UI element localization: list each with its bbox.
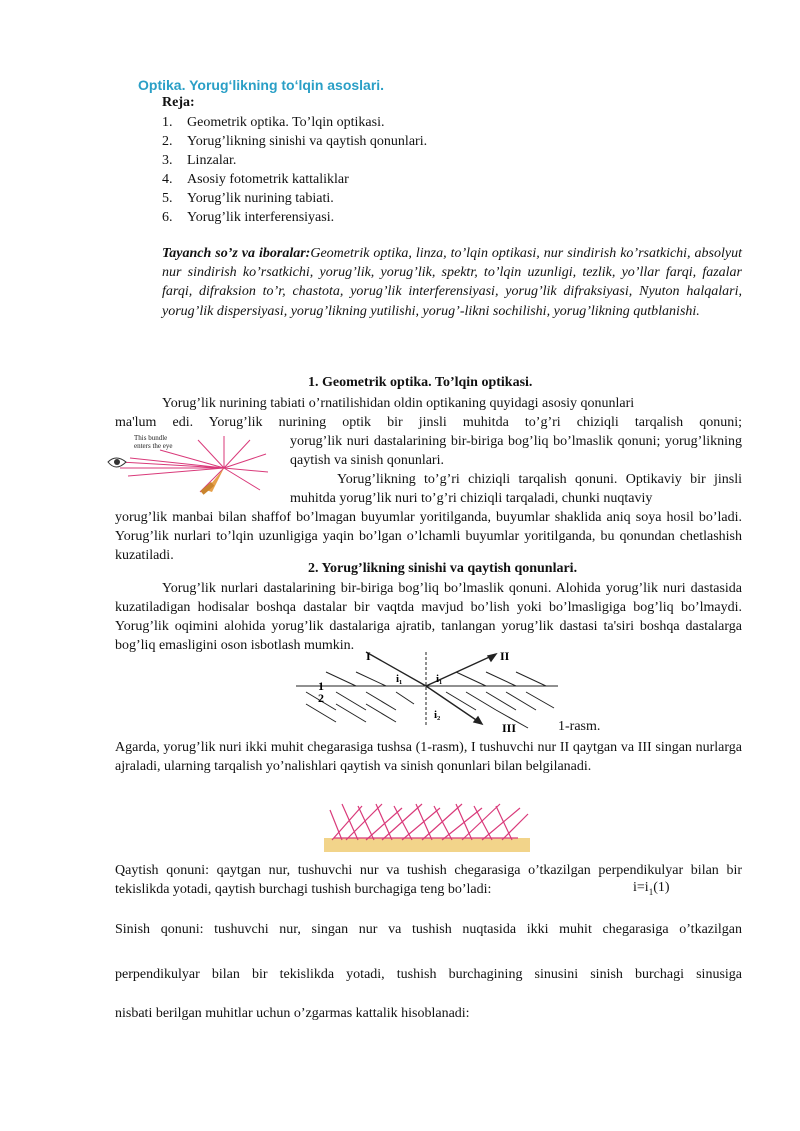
plan-item: 3. Linzalar. bbox=[162, 153, 237, 168]
surface bbox=[324, 838, 530, 852]
diffuse-reflection-figure bbox=[322, 800, 532, 854]
reflection-refraction-figure bbox=[296, 648, 558, 734]
section-2-paragraph-1: Yorug’lik nurlari dastalarining bir-biriga bog’liq bo’lmaslik qonuni. Alohida yorug’lik nuri dastasida kuzatiladigan hodisalar boshqa dastalar bir vaqtda mavjud bo’lish yoki bo’lmasligiga bog’liq bo’lmaydi. Yorug’lik oqimini alohida yorug’lik dastalariga ajratib, tanlangan yorug’lik dastasi ta'siri boshqa dastalarga bog’liq emasligini oson isbotlash mumkin. bbox=[115, 581, 742, 653]
plan-item: 1. Geometrik optika. To’lqin optikasi. bbox=[162, 115, 385, 130]
medium-hatching bbox=[296, 672, 558, 728]
figure-caption-line-2: enters the eye bbox=[134, 442, 173, 450]
plan-label: Reja: bbox=[162, 95, 195, 110]
diffuse-rays bbox=[330, 804, 528, 840]
medium-label-1: 1 bbox=[318, 679, 324, 693]
plan-item: 5. Yorug’lik nurining tabiati. bbox=[162, 191, 334, 206]
section-2-paragraph-4-line-1: Sinish qonuni: tushuvchi nur, singan nur va tushish nuqtasida ikki muhit chegarasiga o’tkazilgan bbox=[115, 922, 742, 937]
section-2-paragraph-3: Qaytish qonuni: qaytgan nur, tushuvchi nur va tushish chegarasiga o’tkazilgan perpendikulyar bilan bir tekislikda yotadi, qaytish burchagi tushish burchagiga teng bo’ladi: bbox=[115, 863, 742, 897]
angle-label-i2: i₂ bbox=[434, 709, 441, 721]
section-1-heading: 1. Geometrik optika. To’lqin optikasi. bbox=[308, 375, 533, 390]
medium-label-2: 2 bbox=[318, 691, 324, 705]
keywords-paragraph bbox=[162, 244, 742, 321]
angle-label-i1: i₁ bbox=[396, 673, 403, 685]
section-2-paragraph-4-line-2: perpendikulyar bilan bir tekislikda yotadi, tushish burchagining sinusini sinish burchagi sinusiga bbox=[115, 967, 742, 982]
ray-label-II: II bbox=[500, 649, 510, 663]
plan-item: 4. Asosiy fotometrik kattaliklar bbox=[162, 172, 349, 187]
section-2-paragraph-4-line-3: nisbati berilgan muhitlar uchun o’zgarmas kattalik hisoblanadi: bbox=[115, 1006, 470, 1021]
eye-icon bbox=[108, 458, 126, 467]
section-1-paragraph-1: Yorug’lik nurining tabiati o’rnatilishidan oldin optikaning quyidagi asosiy qonunlari ma'lum edi. Yorug’lik nurining optik bir jinsli muhitda to’g’ri chiziqli tarqalish qonuni; bbox=[115, 396, 742, 430]
section-1-paragraph-1-continued: yorug’lik nuri dastalarining bir-biriga bog’liq bo’lmaslik qonuni; yorug’likning qaytish va sinish qonunlari. bbox=[290, 434, 742, 468]
figure-caption-line-1: This bundle bbox=[134, 434, 168, 442]
plan-list bbox=[162, 113, 427, 227]
section-1-paragraph-2-start: Yorug’likning to’g’ri chiziqli tarqalish qonuni. Optikaviy bir jinsli muhitda yorug’lik nuri to’g’ri chiziqli tarqaladi, chunki nuqtaviy bbox=[290, 472, 742, 506]
section-2-heading: 2. Yorug’likning sinishi va qaytish qonunlari. bbox=[308, 561, 578, 576]
document-title: Optika. Yorug‘likning to‘lqin asoslari. bbox=[138, 77, 385, 93]
rays bbox=[366, 652, 496, 724]
reflection-formula: $i=i_1(1)$ bbox=[633, 880, 670, 897]
keywords-text: Geometrik optika, linza, to’lqin optikasi, nur sindirish ko’rsatkichi, absolyut nur sindirish ko’rsatkichi, yorug’lik, yorug’lik, spektr, to’lqin uzunligi, tezlik, yo’llar farqi, fazalar farqi, difraksion to’r, chastota, yorug’lik interferensiyasi, yorug’lik difraksiyasi, Nyuton halqalari, yorug’lik dispersiyasi, yorug’likning yutilishi, yorug’-likni sochilishi, yorug’likning qutblanishi. bbox=[162, 246, 742, 319]
section-1-paragraph-2-rest: yorug’lik manbai bilan shaffof bo’lmagan buyumlar yoritilganda, buyumlar shaklida aniq soya hosil bo’ladi. Yorug’lik nurlari to’lqin uzunligiga yaqin bo’lgan o’lchamli buyumlar yoritilganda, bu qonundan chetlashish kuzatiladi. bbox=[115, 510, 742, 563]
keywords-label: Tayanch so’z va iboralar: bbox=[162, 246, 311, 261]
angle-label-i1-reflected: i₁ bbox=[436, 673, 443, 685]
ray-label-III: III bbox=[502, 721, 517, 734]
light-bundle-eye-figure bbox=[100, 432, 272, 496]
ray-label-I: I bbox=[366, 649, 371, 663]
plan-item: 2. Yorug’likning sinishi va qaytish qonunlari. bbox=[162, 134, 428, 149]
plan-item: 6. Yorug’lik interferensiyasi. bbox=[162, 210, 335, 225]
section-2-paragraph-2: Agarda, yorug’lik nuri ikki muhit chegarasiga tushsa (1-rasm), I tushuvchi nur II qaytgan va III singan nurlarga ajraladi, ularning tarqalish yo’nalishlari qaytish va sinish qonunlari bilan belgilanadi. bbox=[115, 740, 742, 774]
figure-number: 1-rasm. bbox=[558, 719, 601, 734]
